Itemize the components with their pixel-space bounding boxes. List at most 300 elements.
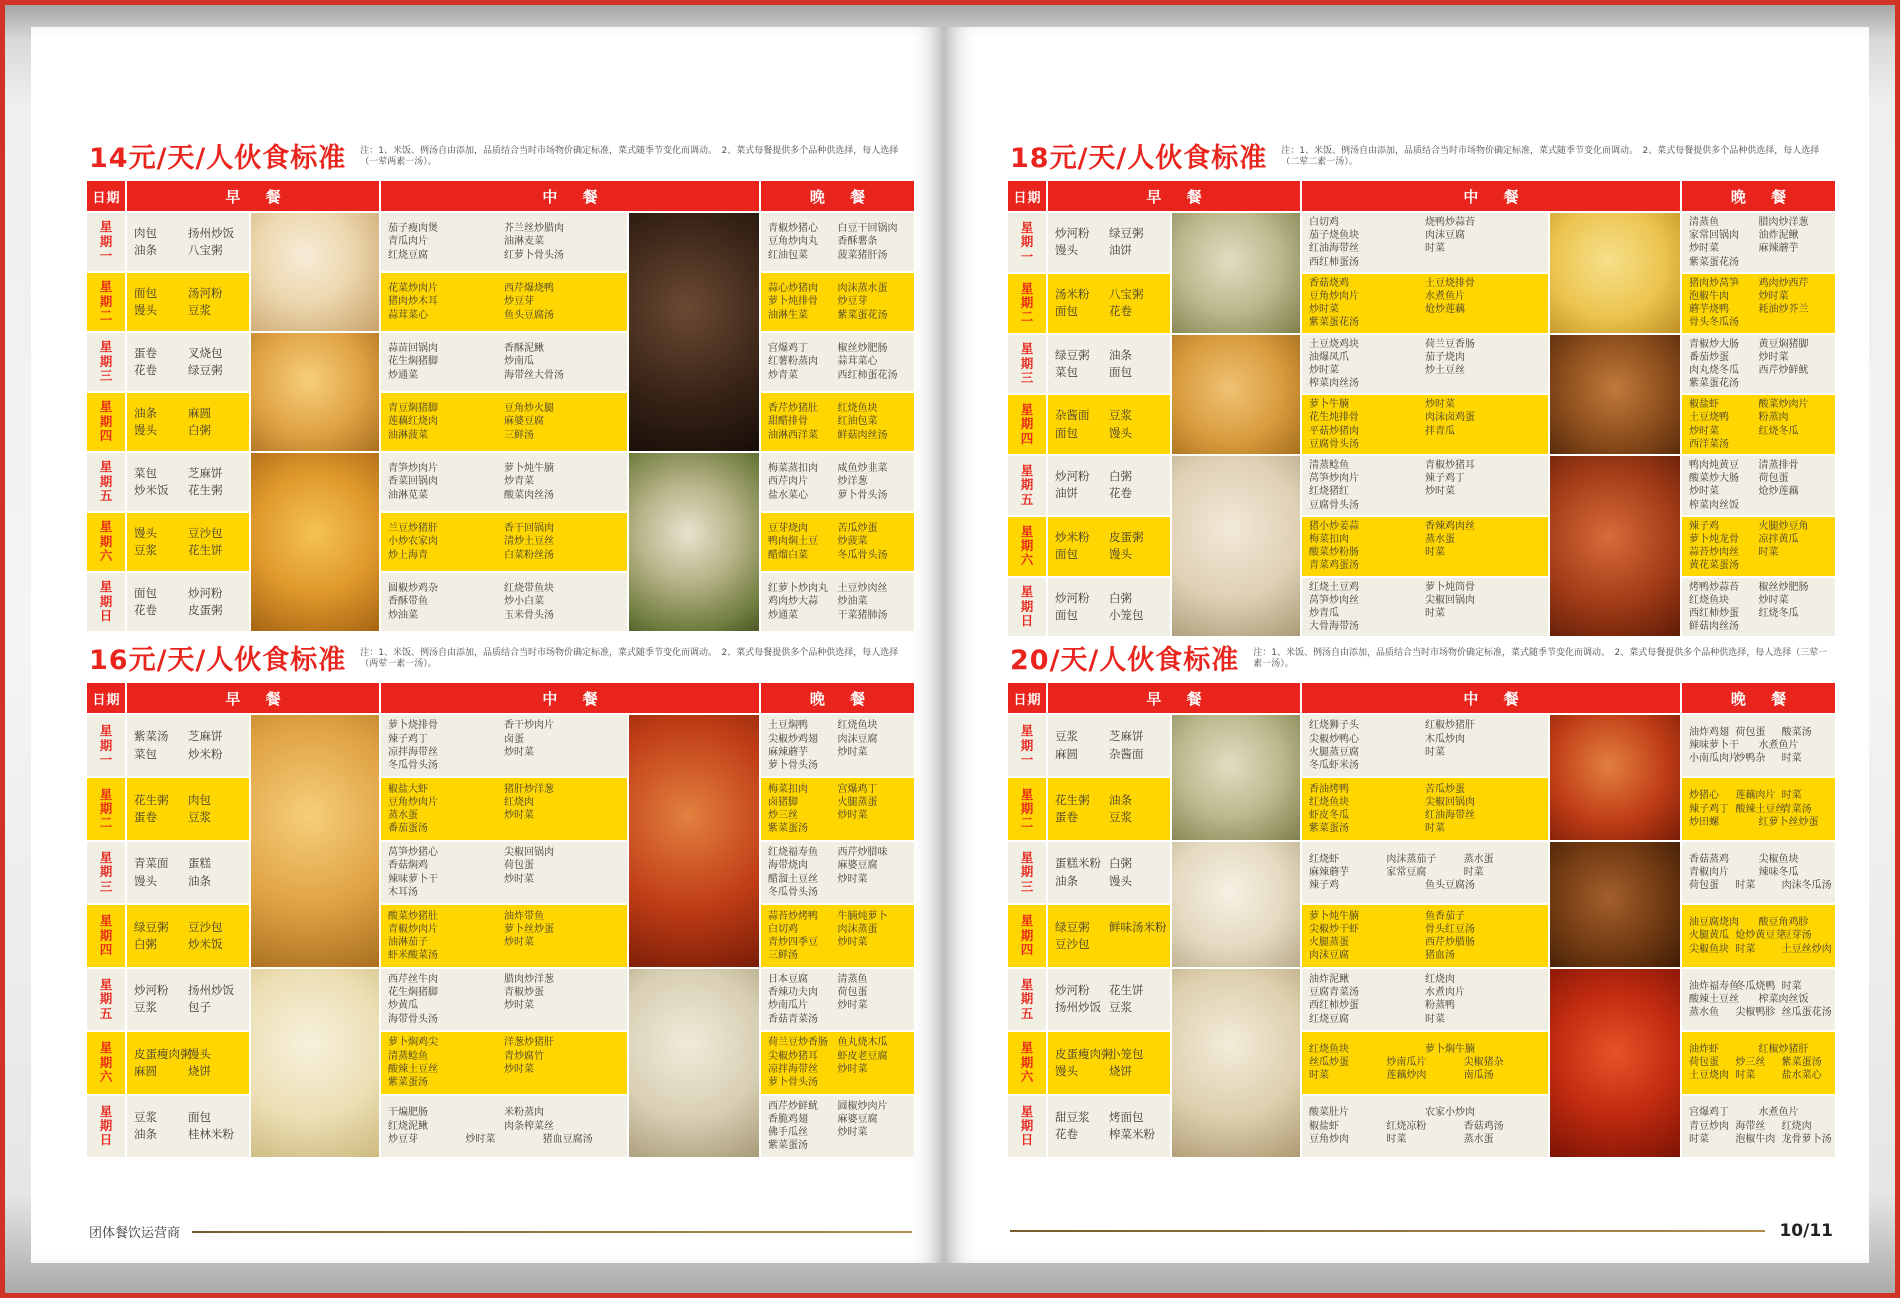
dish: 花卷	[1055, 1127, 1078, 1142]
fried-dough-sticks-photo	[1172, 335, 1300, 455]
dish: 紫菜蛋花汤	[1689, 378, 1739, 390]
dish: 猪血汤	[1425, 950, 1455, 962]
column-header-lunch: 中 餐	[381, 181, 759, 211]
dish: 萝卜焖牛腩	[1425, 1044, 1475, 1056]
dinner-menu-cell	[1682, 213, 1835, 272]
dinner-menu-cell	[1682, 456, 1835, 515]
dish: 萝卜骨头汤	[768, 759, 818, 771]
lunch-menu-cell	[381, 573, 627, 631]
dish: 炒洋葱	[837, 476, 868, 488]
dish: 炒青菜	[768, 369, 798, 381]
breakfast-menu-cell	[1048, 274, 1170, 333]
page-footer-left	[87, 1212, 914, 1251]
dish: 辣味萝卜干	[388, 873, 438, 885]
lunch-menu-cell	[1302, 969, 1548, 1030]
dish: 佛手瓜丝	[768, 1127, 808, 1139]
dish: 花生焖猪脚	[388, 356, 438, 368]
day-label: 星 期 二	[87, 778, 125, 839]
dish: 菠菜猪肝汤	[837, 249, 888, 261]
lunch-menu-cell	[381, 393, 627, 451]
day-label: 星 期 六	[87, 513, 125, 571]
dish: 鸡肉炒西芹	[1758, 277, 1809, 289]
lunch-menu-cell	[381, 1096, 627, 1157]
dish: 酸菜炒大肠	[1689, 473, 1739, 485]
dish: 油条	[134, 1127, 157, 1142]
dish: 炒南瓜片	[1386, 1057, 1427, 1069]
day-label: 星 期 五	[87, 969, 125, 1030]
dish: 馒头	[1109, 873, 1132, 888]
dish: 盐水菜心	[1781, 1070, 1822, 1082]
column-header-dinner: 晚 餐	[761, 683, 914, 713]
dish: 炒时菜	[837, 873, 868, 885]
dish: 三鲜汤	[768, 950, 798, 962]
dish: 炒时菜	[504, 936, 534, 948]
dish: 时菜	[1463, 866, 1484, 878]
dinner-menu-cell	[1682, 1096, 1835, 1157]
dish: 香菇焖鸡	[388, 860, 428, 872]
lunch-menu-cell	[1302, 335, 1548, 394]
day-label: 星 期 一	[87, 213, 125, 271]
dish: 肉丸烧冬瓜	[1689, 364, 1739, 376]
dish: 炒时菜	[504, 1063, 534, 1075]
dish: 时菜	[1735, 943, 1756, 955]
dinner-menu-cell	[1682, 842, 1835, 903]
dish: 尖椒回锅肉	[1425, 796, 1475, 808]
dish: 面包	[188, 1110, 211, 1125]
dish: 酸辣土豆丝	[1689, 993, 1739, 1005]
dish: 鱼香茄子	[1425, 910, 1465, 922]
dish: 西芹炒鲜鱿	[768, 1100, 818, 1112]
dish: 圆椒炒鸡杂	[388, 583, 438, 595]
dish: 炒时菜	[1425, 399, 1455, 411]
dish: 甜醋排骨	[768, 416, 808, 428]
dish: 鸭肉炖黄豆	[1689, 460, 1739, 471]
dish: 椒丝炒肥肠	[1758, 581, 1809, 593]
dish: 豆浆	[188, 810, 211, 825]
dish: 豆腐骨头汤	[1309, 438, 1359, 450]
lunch-menu-cell	[381, 333, 627, 391]
dish: 清蒸鲶鱼	[388, 1050, 428, 1062]
dish: 榨菜肉丝饭	[1758, 993, 1809, 1005]
dish: 鱼头豆腐汤	[504, 309, 554, 321]
dish: 香酥泥鳅	[504, 343, 544, 355]
section-title: 14元/天/人伙食标准	[89, 143, 347, 174]
breakfast-menu-cell	[1048, 778, 1170, 839]
dish: 西红柿炒蛋	[1309, 1000, 1359, 1012]
dish: 紫菜汤	[134, 729, 169, 744]
dish: 西芹炒腊肠	[1425, 936, 1475, 948]
day-label: 星 期 一	[87, 715, 125, 776]
dish: 花卷	[1109, 304, 1132, 319]
dish: 油条	[134, 243, 157, 257]
dish: 紫菜蛋汤	[388, 1077, 428, 1089]
dish: 冬瓜骨头汤	[768, 886, 818, 898]
dish: 红油包菜	[837, 416, 878, 428]
dish: 酸菜炒猪肚	[388, 910, 438, 922]
dish: 时菜	[1425, 823, 1445, 835]
dish: 豆角炒肉丸	[768, 236, 818, 248]
dish: 梅菜蒸扣肉	[768, 463, 818, 475]
lunch-menu-cell	[1302, 578, 1548, 637]
dish: 炒时菜	[837, 1000, 868, 1012]
dish: 椒盐虾	[1309, 1120, 1339, 1132]
dish: 猪肉炒木耳	[388, 296, 438, 308]
dish: 馒头	[1055, 243, 1078, 258]
dish: 炒时菜	[504, 1000, 534, 1012]
day-label: 星 期 三	[87, 333, 125, 391]
dish: 肉沫蒸茄子	[1386, 853, 1437, 865]
dish: 三鲜汤	[504, 429, 534, 441]
dish: 蒜苔炒烤鸭	[768, 910, 818, 922]
dish: 炒河粉	[1055, 983, 1090, 998]
dinner-menu-cell	[761, 1096, 914, 1157]
lunch-menu-cell	[1302, 456, 1548, 515]
dish: 清蒸排骨	[1758, 460, 1799, 471]
dinner-menu-cell	[761, 715, 914, 776]
dish: 菜包	[134, 465, 157, 480]
menu-table-14yuan	[87, 181, 914, 631]
column-header-breakfast: 早 餐	[127, 181, 379, 211]
dish: 椒盐虾	[1689, 399, 1719, 411]
dish: 红油包菜	[768, 249, 808, 261]
dish: 尖椒炒猪耳	[768, 1050, 818, 1062]
dish: 麻婆豆腐	[504, 416, 544, 428]
dish: 虾皮老豆腐	[837, 1050, 888, 1062]
dish: 香菇蒸鸡	[1689, 853, 1729, 865]
dish: 蒸水蛋	[388, 810, 418, 822]
dish: 青椒肉片	[1689, 866, 1729, 878]
section-note: 注：1、米饭、例汤自由添加，品质结合当时市场物价确定标准，菜式随季节变化而调动。 2、菜式每餐提供多个品种供选择，每人选择（三荤一素一汤）。	[1253, 647, 1828, 670]
dish: 荷兰豆炒香肠	[768, 1037, 828, 1049]
fried-sesame-balls-photo	[251, 333, 379, 451]
dish: 炒时菜	[504, 810, 534, 822]
dish: 红烧福寿鱼	[768, 847, 818, 859]
dish: 红烧肉	[1781, 1120, 1812, 1132]
dish: 炒时菜	[1689, 425, 1719, 437]
dish: 麻辣蘑芋	[1309, 866, 1349, 878]
dish: 麻婆豆腐	[837, 860, 878, 872]
dish: 麻辣蘑芋	[1758, 243, 1799, 255]
dish: 炒通菜	[388, 369, 418, 381]
dish: 猪小炒姜蒜	[1309, 520, 1359, 532]
column-header-dinner: 晚 餐	[761, 181, 914, 211]
dish: 冬瓜骨头汤	[837, 549, 888, 561]
dish: 椒丝炒肥肠	[837, 343, 888, 355]
dish: 炒米饭	[188, 936, 223, 951]
dish: 炒上海青	[388, 549, 428, 561]
braised-beef-stew-photo	[1550, 842, 1680, 967]
dish: 荷包蛋	[504, 860, 534, 872]
day-label: 星 期 四	[1008, 395, 1046, 454]
dish: 炒河粉	[134, 983, 169, 998]
section-note: 注：1、米饭、例汤自由添加，品质结合当时市场物价确定标准，菜式随季节变化而调动。 2、菜式每餐提供多个品种供选择，每人选择（两荤一素一汤）。	[360, 647, 899, 670]
dish: 馒头	[134, 303, 157, 317]
section-note: 注：1、米饭、例汤自由添加，品质结合当时市场物价确定标准，菜式随季节变化而调动。 2、菜式每餐提供多个品种供选择，每人选择（一荤两素一汤）。	[360, 145, 899, 168]
dish: 大骨海带汤	[1309, 621, 1359, 633]
dish: 面包	[1055, 425, 1078, 440]
day-label: 星 期 日	[1008, 1096, 1046, 1157]
dish: 花生粥	[134, 792, 169, 807]
dish: 菜包	[134, 746, 157, 761]
breakfast-menu-cell	[127, 573, 249, 631]
dish: 蛋卷	[134, 810, 157, 825]
dish: 炒时菜	[837, 936, 868, 948]
day-label: 星 期 三	[87, 842, 125, 903]
dinner-menu-cell	[1682, 1032, 1835, 1093]
pork-with-black-fungus-photo	[629, 213, 759, 451]
dish: 紫菜蛋花汤	[1689, 256, 1739, 268]
dish: 鲜菇肉丝汤	[837, 429, 888, 441]
breakfast-menu-cell	[127, 453, 249, 511]
dish: 炒青菜	[504, 476, 534, 488]
dish: 青菜汤	[1781, 803, 1812, 815]
dish: 花生饼	[188, 543, 223, 557]
dish: 炒豆芽	[388, 1133, 418, 1145]
breakfast-menu-cell	[127, 905, 249, 966]
dish: 炒时菜	[1758, 351, 1789, 363]
dish: 鸭肉焖土豆	[768, 536, 818, 548]
dish: 皮蛋粥	[1109, 529, 1144, 544]
spicy-fried-chicken-photo	[629, 715, 759, 967]
dish: 火腿炒豆角	[1758, 520, 1809, 532]
dish: 酸豆角鸡胗	[1758, 917, 1809, 929]
dish: 豆浆	[134, 1110, 157, 1125]
lunch-menu-cell	[381, 969, 627, 1030]
dish: 荷包蛋	[1758, 473, 1789, 485]
dish: 炒小白菜	[504, 596, 544, 608]
dish: 香酥带鱼	[388, 596, 428, 608]
dish: 花卷	[134, 603, 157, 617]
dinner-menu-cell	[761, 213, 914, 271]
dish: 黄花菜蛋汤	[1689, 560, 1739, 572]
dish: 农家小炒肉	[1425, 1107, 1475, 1119]
dish: 西洋菜汤	[1689, 438, 1729, 450]
dish: 海带丝	[1735, 1120, 1766, 1132]
dish: 肉沫蒸水蛋	[837, 283, 888, 295]
dish: 时菜	[1425, 243, 1445, 255]
dish: 炝炒莲藕	[1758, 486, 1799, 498]
section-note: 注：1、米饭、例汤自由添加，品质结合当时市场物价确定标准，菜式随季节变化而调动。 2、菜式每餐提供多个品种供选择，每人选择（二荤二素一汤）。	[1281, 145, 1820, 168]
dish: 面包	[134, 585, 157, 600]
dish: 青炒腐竹	[504, 1050, 544, 1062]
dish: 椒盐大虾	[388, 783, 428, 795]
dish: 红油海带丝	[1425, 810, 1475, 822]
dish: 荷包蛋	[1689, 880, 1719, 892]
dish: 水煮肉片	[1425, 987, 1465, 999]
dish: 油淋麦菜	[504, 236, 544, 248]
dish: 面包	[1055, 607, 1078, 622]
dish: 凉拌黄瓜	[1758, 533, 1799, 545]
dish: 炒米饭	[134, 483, 169, 497]
dish: 扬州炒饭	[1055, 1000, 1101, 1015]
dish: 油条	[1109, 347, 1132, 362]
dish: 豆腐骨头汤	[1309, 499, 1359, 511]
dish: 汤河粉	[188, 285, 223, 300]
dish: 红油海带丝	[1309, 243, 1359, 255]
dish: 水煮鱼片	[1758, 740, 1799, 752]
dish: 炒时菜	[465, 1133, 496, 1145]
dish: 宫爆鸡丁	[768, 343, 808, 355]
dish: 龙骨萝卜汤	[1781, 1133, 1832, 1145]
dish: 豆沙包	[1055, 936, 1090, 951]
dish: 豆沙包	[188, 919, 223, 934]
dish: 烧饼	[188, 1063, 211, 1078]
dish: 青菜面	[134, 856, 169, 871]
dish: 白粥	[188, 423, 211, 437]
dish: 冬瓜烧鸭	[1735, 980, 1776, 992]
dish: 莲藕红烧肉	[388, 416, 438, 428]
dish: 花生焖猪脚	[388, 987, 438, 999]
dish: 榨菜肉丝汤	[1309, 378, 1359, 390]
dish: 芝麻饼	[188, 465, 223, 480]
dish: 茄子瘦肉煲	[388, 223, 438, 235]
dish: 莲藕炒肉	[1386, 1070, 1427, 1082]
dish: 白切鸡	[1309, 217, 1339, 228]
dish: 凉拌海带丝	[388, 746, 438, 758]
dish: 杂酱面	[1109, 746, 1144, 761]
column-header-date: 日期	[1008, 181, 1046, 211]
dish: 花生炖排骨	[1309, 412, 1359, 424]
dish: 面包	[1055, 304, 1078, 319]
dish: 麻圆	[134, 1063, 157, 1078]
column-header-breakfast: 早 餐	[1048, 683, 1300, 713]
dish: 红椒炒猪肝	[1425, 720, 1475, 732]
dish: 肉条榨菜丝	[504, 1120, 554, 1132]
lunch-menu-cell	[1302, 905, 1548, 966]
dish: 馒头	[1109, 547, 1132, 562]
dish: 水煮鱼片	[1425, 290, 1465, 302]
dish: 粉蒸肉	[1758, 412, 1789, 424]
dish: 酸菜汤	[1781, 726, 1812, 738]
dish: 油豆腐烧肉	[1689, 917, 1739, 929]
dish: 香菇鸡汤	[1463, 1120, 1504, 1132]
dish: 水煮鱼片	[1758, 1107, 1799, 1119]
dinner-menu-cell	[1682, 578, 1835, 637]
lunch-menu-cell	[1302, 1032, 1548, 1093]
dish: 时菜	[1781, 790, 1802, 802]
dish: 日本豆腐	[768, 974, 808, 986]
dish: 油淋茄子	[388, 936, 428, 948]
dish: 炒时菜	[837, 1127, 868, 1139]
dish: 麻圆	[1055, 746, 1078, 761]
dish: 油条	[188, 873, 211, 888]
footer-rule	[1010, 1230, 1765, 1232]
dish: 炒油菜	[837, 596, 868, 608]
dish: 醋溜土豆丝	[768, 873, 818, 885]
dish: 炒河粉	[1055, 226, 1090, 241]
lunch-menu-cell	[1302, 842, 1548, 903]
spicy-crayfish-photo	[1550, 969, 1680, 1157]
dinner-menu-cell	[761, 573, 914, 631]
dish: 紫菜蛋汤	[768, 823, 808, 835]
dish: 泡椒牛肉	[1735, 1133, 1776, 1145]
dish: 时菜	[1735, 880, 1756, 892]
dish: 叉烧包	[188, 345, 223, 360]
day-label: 星 期 日	[87, 573, 125, 631]
dish: 烧鸭炒蒜苔	[1425, 217, 1475, 228]
dish: 猪肉炒莴笋	[1689, 277, 1739, 289]
column-header-date: 日期	[87, 683, 125, 713]
dish: 豆浆	[1109, 408, 1132, 423]
dish: 时菜	[1425, 607, 1445, 619]
dish: 蛋卷	[134, 345, 157, 360]
dish: 馒头	[1109, 425, 1132, 440]
dish: 粉蒸鸭	[1425, 1000, 1455, 1012]
dish: 花卷	[1109, 486, 1132, 501]
dish: 油淋生菜	[768, 309, 808, 321]
dish: 面包	[1109, 364, 1132, 379]
dish: 油条	[134, 405, 157, 420]
lunch-menu-cell	[1302, 778, 1548, 839]
lunch-menu-cell	[381, 513, 627, 571]
dish: 酸菜肚片	[1309, 1107, 1349, 1119]
dish: 鲜菇肉丝汤	[1689, 621, 1739, 633]
dish: 清蒸鱼	[837, 974, 868, 986]
footer-brand-text: 团体餐饮运营商	[89, 1226, 181, 1241]
day-label: 星 期 四	[87, 905, 125, 966]
dinner-menu-cell	[1682, 778, 1835, 839]
dish: 荷包蛋	[1689, 1057, 1719, 1069]
breakfast-menu-cell	[127, 715, 249, 776]
dish: 红烧肉	[504, 796, 534, 808]
section-title: 18元/天/人伙食标准	[1010, 143, 1268, 174]
day-label: 星 期 一	[1008, 213, 1046, 272]
dish: 炒河粉	[188, 585, 223, 600]
dish: 炒时菜	[1689, 243, 1719, 255]
dish: 兰豆炒猪肝	[388, 523, 438, 535]
dish: 腊肉炒洋葱	[1758, 217, 1809, 228]
dish: 青炒四季豆	[768, 936, 818, 948]
dish: 猪血豆腐汤	[542, 1133, 593, 1145]
dish: 馒头	[134, 423, 157, 437]
dish: 馒头	[1055, 1063, 1078, 1078]
egg-fried-rice-photo	[251, 969, 379, 1157]
breakfast-menu-cell	[1048, 715, 1170, 776]
dish: 香辣鸡肉丝	[1425, 520, 1475, 532]
dish: 西芹爆烧鸭	[504, 283, 554, 295]
day-label: 星 期 三	[1008, 842, 1046, 903]
dish: 炒三丝	[768, 810, 798, 822]
lunch-menu-cell	[1302, 517, 1548, 576]
dish: 麻圆	[188, 405, 211, 420]
dish: 拌青瓜	[1425, 425, 1455, 437]
dish: 木耳汤	[388, 886, 418, 898]
dish: 炒油菜	[388, 609, 418, 621]
dish: 烤鸭炒蒜苔	[1689, 581, 1739, 593]
dish: 肉沫豆腐	[1309, 950, 1349, 962]
dish: 时菜	[1735, 1070, 1756, 1082]
dinner-menu-cell	[761, 273, 914, 331]
dish: 茄子烧肉	[1425, 351, 1465, 363]
breakfast-menu-cell	[1048, 213, 1170, 272]
dish: 西芹肉片	[768, 476, 808, 488]
breakfast-menu-cell	[127, 778, 249, 839]
dish: 红烧肉	[1425, 974, 1455, 986]
dish: 炒猪心	[1689, 790, 1719, 802]
breakfast-menu-cell	[1048, 969, 1170, 1030]
dish: 时菜	[1425, 746, 1445, 758]
dish: 蒜茸菜心	[388, 309, 428, 321]
sesame-pastries-photo	[251, 715, 379, 967]
section-head-18yuan	[1010, 145, 1835, 172]
breakfast-menu-cell	[1048, 1032, 1170, 1093]
steamed-white-buns-photo	[1172, 842, 1300, 967]
dish: 冬瓜虾米汤	[1309, 759, 1359, 771]
dish: 炒河粉	[1055, 590, 1090, 605]
lunch-menu-cell	[381, 213, 627, 271]
dish: 清蒸鱼	[1689, 217, 1719, 228]
column-header-lunch: 中 餐	[1302, 181, 1680, 211]
